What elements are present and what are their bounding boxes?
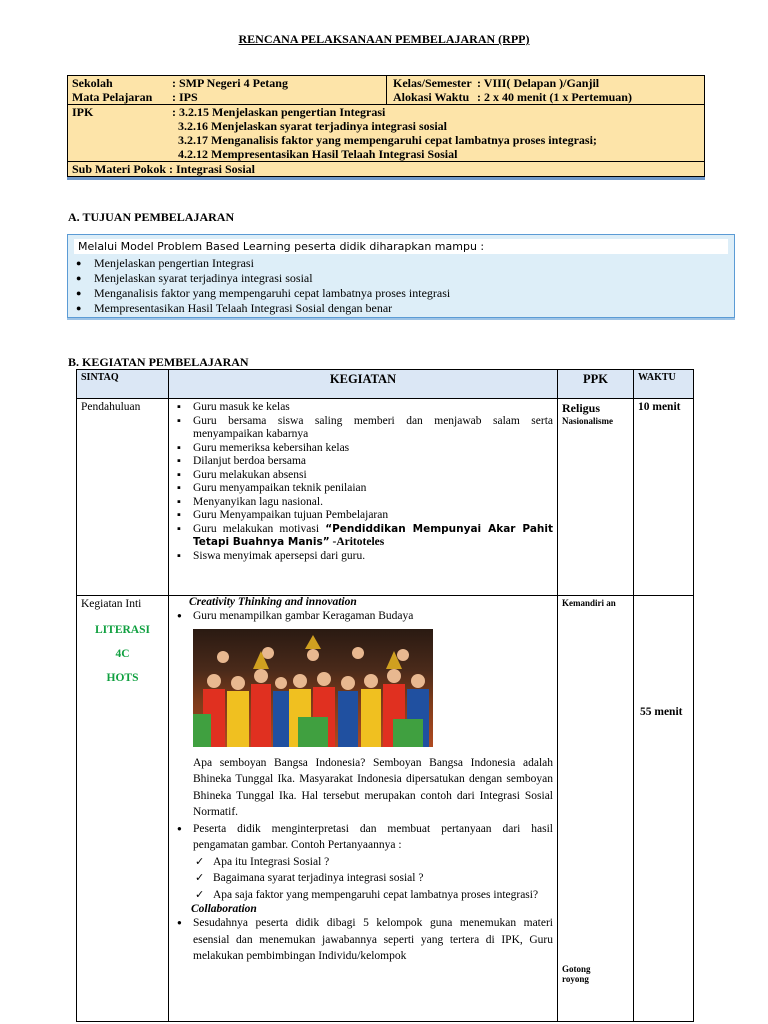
kelas-label: Kelas/Semester <box>393 76 472 90</box>
col-waktu: WAKTU <box>634 370 694 399</box>
list-item: ▪ Guru melakukan absensi <box>173 469 553 483</box>
col-sintaq: SINTAQ <box>77 370 169 399</box>
ipk-list <box>172 105 597 161</box>
table-header <box>77 370 694 399</box>
alokasi-label: Alokasi Waktu <box>393 90 470 104</box>
col-kegiatan: KEGIATAN <box>169 370 558 399</box>
goal-item: ● Mempresentasikan Hasil Telaah Integrasi Sosial dengan benar <box>76 301 734 316</box>
goal-item: ● Menjelaskan syarat terjadinya integrasi sosial <box>76 271 734 286</box>
heading-creativity: Creativity Thinking and innovation <box>189 596 357 608</box>
goals-intro: Melalui Model Problem Based Learning peserta didik diharapkan mampu : <box>74 239 728 254</box>
ppk-inti: Kemandiri an Gotong royong <box>558 596 634 1022</box>
info-table <box>67 75 705 177</box>
photo-figures <box>193 629 433 747</box>
ipk-item: 4.2.12 Mempresentasikan Hasil Telaah Integrasi Sosial <box>178 147 458 161</box>
page-title: RENCANA PELAKSANAAN PEMBELAJARAN (RPP) <box>238 32 530 46</box>
list-item: ▪ Guru memeriksa kebersihan kelas <box>173 442 553 456</box>
list-item: ▪ Guru masuk ke kelas <box>173 401 553 415</box>
ipk-item: 3.2.17 Menganalisis faktor yang mempengaruhi cepat lambatnya proses integrasi; <box>178 133 597 147</box>
kegiatan-pendahuluan <box>169 399 558 596</box>
list-item: ● Sesudahnya peserta didik dibagi 5 kelompok guna menemukan materi esensial dan menemukan jawabannya seperti yang tertera di IPK, Guru melakukan pembimbingan Individu/kelompok <box>173 915 553 965</box>
list-item: ▪ Siswa menyimak apersepsi dari guru. <box>173 550 553 564</box>
ppk-pendahuluan: Religus Nasionalisme <box>558 399 634 596</box>
section-a-heading: A. TUJUAN PEMBELAJARAN <box>68 210 235 224</box>
heading-collaboration: Collaboration <box>191 903 257 915</box>
mapel-label: Mata Pelajaran <box>72 90 153 104</box>
row-inti <box>77 596 694 1022</box>
tag-4c: 4C <box>115 648 130 660</box>
list-item: ▪ Guru menyampaikan teknik penilaian <box>173 482 553 496</box>
sekolah-value: : SMP Negeri 4 Petang <box>172 76 288 90</box>
list-item: ▪ Guru melakukan motivasi “Pendiddikan Mempunyai Akar Pahit Tetapi Buahnya Manis” -Aritoteles <box>173 523 553 550</box>
ipk-item: : 3.2.15 Menjelaskan pengertian Integrasi <box>172 105 386 119</box>
tag-hots: HOTS <box>106 672 139 684</box>
question-item: ✓ Apa saja faktor yang mempengaruhi cepat lambatnya proses integrasi? <box>193 887 553 904</box>
list-item: ● Peserta didik menginterpretasi dan membuat pertanyaan dari hasil pengamatan gambar. Contoh Pertanyaannya : <box>173 821 553 854</box>
goal-item: ● Menganalisis faktor yang mempengaruhi cepat lambatnya proses integrasi <box>76 286 734 301</box>
activity-table <box>76 369 694 1022</box>
kelas-value: : VIII( Delapan )/Ganjil <box>477 76 600 90</box>
list-item: ▪ Menyanyikan lagu nasional. <box>173 496 553 510</box>
list-item: ▪ Guru Menyampaikan tujuan Pembelajaran <box>173 509 553 523</box>
waktu-pendahuluan: 10 menit <box>634 399 694 596</box>
sintaq-inti: Kegiatan Inti LITERASI 4C HOTS <box>77 596 169 1022</box>
goals-box <box>67 234 735 318</box>
goal-item: ● Menjelaskan pengertian Integrasi <box>76 256 734 271</box>
list-item: ▪ Dilanjut berdoa bersama <box>173 455 553 469</box>
info-row-top <box>68 76 704 105</box>
col-ppk: PPK <box>558 370 634 399</box>
sub-materi: Sub Materi Pokok : Integrasi Sosial <box>72 162 256 176</box>
semboyan-paragraph: Apa semboyan Bangsa Indonesia? Semboyan Bangsa Indonesia adalah Bhineka Tunggal Ika. Masyarakat Indonesia dipersatukan dengan semboyan Bhineka Tunggal Ika. Hal tersebut merupakan contoh dari Integrasi Sosial Normatif. <box>193 756 553 818</box>
question-item: ✓ Bagaimana syarat terjadinya integrasi sosial ? <box>193 870 553 887</box>
question-list <box>193 854 553 904</box>
sekolah-label: Sekolah <box>72 76 113 90</box>
alokasi-value: : 2 x 40 menit (1 x Pertemuan) <box>477 90 632 104</box>
cultural-diversity-photo <box>193 629 433 747</box>
row-pendahuluan <box>77 399 694 596</box>
tag-literasi: LITERASI <box>95 624 150 636</box>
mapel-value: : IPS <box>172 90 198 104</box>
motivation-quote: “Pendiddikan Mempunyai Akar Pahit Tetapi Buahnya Manis” <box>193 522 553 548</box>
kegiatan-inti <box>169 596 558 1022</box>
list-item: ● Guru menampilkan gambar Keragaman Budaya <box>173 608 553 625</box>
ipk-item: 3.2.16 Menjelaskan syarat terjadinya integrasi sosial <box>178 119 447 133</box>
ipk-label: IPK <box>72 105 94 119</box>
ipk-row <box>68 105 704 162</box>
waktu-inti: 55 menit <box>634 596 694 1022</box>
section-b-heading: B. KEGIATAN PEMBELAJARAN <box>68 355 249 369</box>
goals-list <box>68 256 734 316</box>
sintaq-pendahuluan: Pendahuluan <box>77 399 169 596</box>
question-item: ✓ Apa itu Integrasi Sosial ? <box>193 854 553 871</box>
list-item: ▪ Guru bersama siswa saling memberi dan menjawab salam serta menyampaikan kabarnya <box>173 415 553 442</box>
